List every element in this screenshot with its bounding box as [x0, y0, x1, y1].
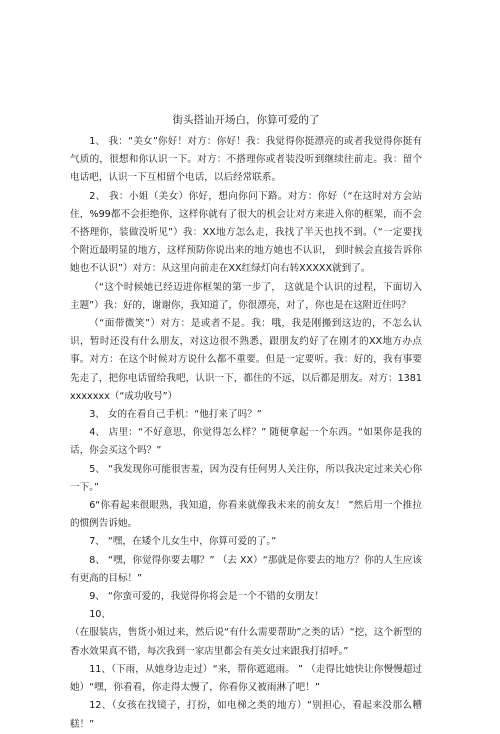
paragraph-3: 3、 女的在看自己手机：“他打来了吗？”	[89, 409, 262, 421]
paragraph-6: 6“你看起来很眼熟，我知道，你看来就像我未来的前女友！ ”然后用一个推拉的惯例告诉她。	[70, 500, 422, 530]
paragraph-11: 11、（下雨，从她身边走过）“来，帮你遮遮雨。 ” （走得比她快让你慢慢超过她）“嘿，你看看，你走得太慢了，你看你又被雨淋了吧！”	[70, 663, 422, 694]
paragraph-5: 5、 “我发现你可能很害羞，因为没有任何男人关注你，所以我决定过来关心你一下。”	[70, 463, 422, 493]
document-page	[70, 0, 422, 730]
paragraph-7: 7、 “嘿，在矮个儿女生中，你算可爱的了。”	[89, 536, 277, 548]
paragraph-8: 8、 “嘿，你觉得你要去哪？” （去 XX）“那就是你要去的地方？你的人生应该有更高的目标！”	[70, 554, 422, 584]
paragraph-2-dialogue: （“面带微笑”）对方：是或者不是。我：哦，我是刚搬到这边的，不怎么认识，暂时还没有什么朋友，对这边很不熟悉，跟朋友约好了在刚才的XX地方办点事。对方：在这个时候对方说什么都不重要。但是一定要听。我：好的，我有事要先走了，把你电话留给我吧，认识一下，都住的不远，以后都是朋友。对方：1381xxxxxxx（“成功收号”）	[70, 318, 422, 402]
paragraph-4: 4、 店里：“不好意思，你觉得怎么样？” 随便拿起一个东西。“如果你是我的话，你会买这个吗？”	[70, 427, 422, 457]
paragraph-10-heading: 10、	[89, 609, 111, 621]
paragraph-10: （在服装店，售货小姐过来，然后说“有什么需要帮助”之类的话）“挖，这个新型的香水效果真不错，每次我到一家店里都会有美女过来跟我打招呼。”	[70, 627, 422, 657]
paragraph-12: 12、（女孩在找镜子，打扮，如电梯之类的地方）“别担心，看起来没那么糟糕！”	[70, 700, 422, 730]
document-title: 街头搭讪开场白，你算可爱的了	[172, 114, 320, 126]
paragraph-2: 2、 我：小姐（美女）你好，想向你问下路。对方：你好（“在这时对方会站住，%99都不会拒绝你，这样你就有了很大的机会让对方来进入你的框架，而不会不搭理你，装做没听见”）我：XX地方怎么走，我找了半天也找不到。（“一定要找个附近最明显的地方，这样预防你说出来的地方她也不认识， 到时候会直接告诉你她也不认识”）对方：从这里向前走在XX红绿灯向右转XXXXX就到了。	[70, 190, 422, 275]
paragraph-2-continued: （“这个时候她已经迈进你框架的第一步了， 这就是个认识的过程，下面切入主题”）我：好的，谢谢你，我知道了，你很漂亮，对了，你也是在这附近住吗？	[70, 281, 422, 311]
document-body	[70, 133, 422, 734]
paragraph-9: 9、 “你蛮可爱的，我觉得你将会是一个不错的女朋友！	[89, 591, 324, 603]
paragraph-1: 1、 我：“美女”你好！对方：你好！我：我觉得你挺漂亮的或者我觉得你挺有气质的，很想和你认识一下。对方：不搭理你或者装没听到继续往前走。我：留个电话吧，认识一下互相留个电话，以后经常联系。	[70, 136, 422, 184]
